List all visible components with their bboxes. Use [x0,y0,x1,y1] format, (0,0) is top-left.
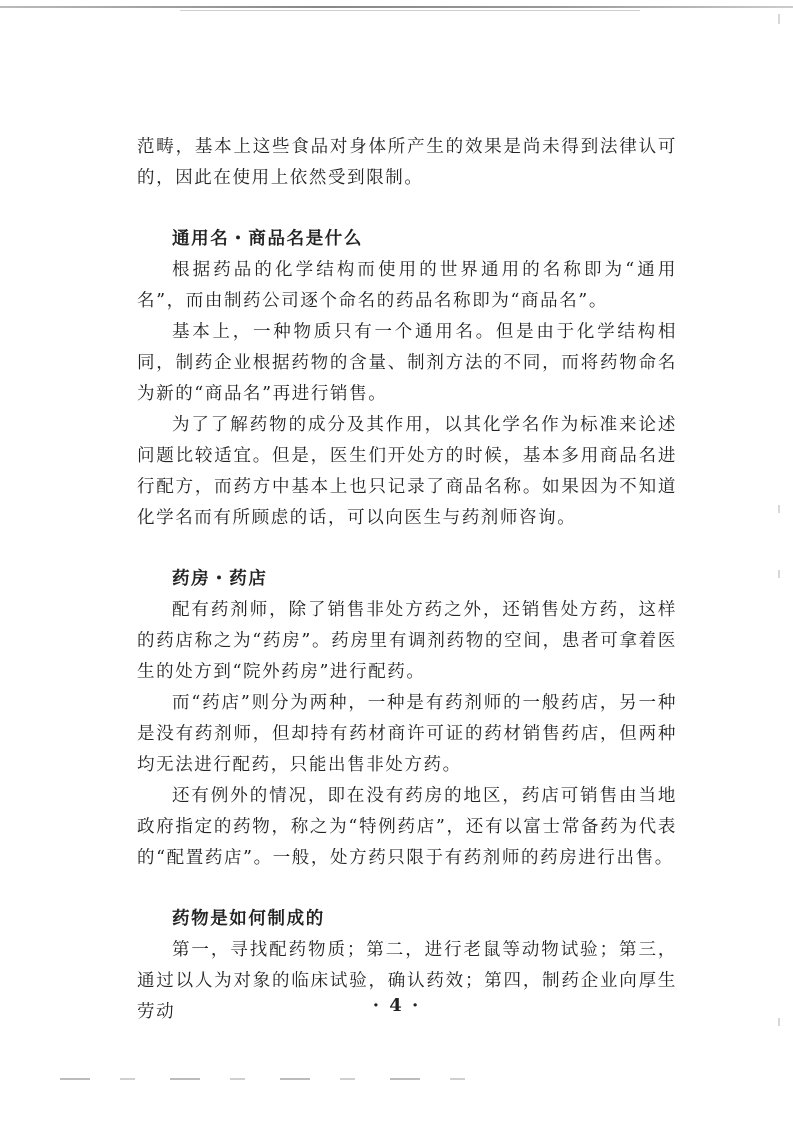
body-paragraph: 第一，寻找配药物质；第二，进行老鼠等动物试验；第三，通过以人为对象的临床试验，确认药效；第四，制药企业向厚生劳动 [137,940,677,1022]
section-generic-brand-name [137,224,677,534]
intro-paragraph: 范畴，基本上这些食品对身体所产生的效果是尚未得到法律认可的，因此在使用上依然受到限制。 [137,137,677,188]
scan-artifact-side-mark [778,1018,780,1026]
scan-artifact-side-mark [778,505,780,513]
scan-artifact-top-line-faint [180,10,640,11]
body-paragraph: 根据药品的化学结构而使用的世界通用的名称即为“通用名”，而由制药公司逐个命名的药品名称即为“商品名”。 [137,260,677,311]
body-paragraph: 为了了解药物的成分及其作用，以其化学名作为标准来论述问题比较适宜。但是，医生们开处方的时候，基本多用商品名进行配方，而药方中基本上也只记录了商品名称。如果因为不知道化学名而有所顾虑的话，可以向医生与药剂师咨询。 [137,415,677,528]
section-pharmacy-drugstore [137,564,677,874]
section-heading: 药房・药店 [172,569,268,589]
page-number: · 4 · [372,995,421,1016]
scan-artifact-bottom-line [60,1078,490,1080]
body-paragraph: 还有例外的情况，即在没有药房的地区，药店可销售由当地政府指定的药物，称之为“特例药店”，还有以富士常备药为代表的“配置药店”。一般，处方药只限于有药剂师的药房进行出售。 [137,786,677,868]
scan-artifact-side-mark [778,14,780,24]
page-body [137,132,677,1028]
section-heading: 通用名・商品名是什么 [172,229,363,249]
body-paragraph: 而“药店”则分为两种，一种是有药剂师的一般药店，另一种是没有药剂师，但却持有药材商许可证的药材销售药店，但两种均无法进行配药，只能出售非处方药。 [137,693,677,775]
body-paragraph: 基本上，一种物质只有一个通用名。但是由于化学结构相同，制药企业根据药物的含量、制剂方法的不同，而将药物命名为新的“商品名”再进行销售。 [137,322,677,404]
body-paragraph: 配有药剂师，除了销售非处方药之外，还销售处方药，这样的药店称之为“药房”。药房里有调剂药物的空间，患者可拿着医生的处方到“院外药房”进行配药。 [137,600,677,682]
scan-artifact-side-mark [778,570,780,578]
scan-artifact-top-line [0,6,793,8]
section-heading: 药物是如何制成的 [172,909,325,929]
